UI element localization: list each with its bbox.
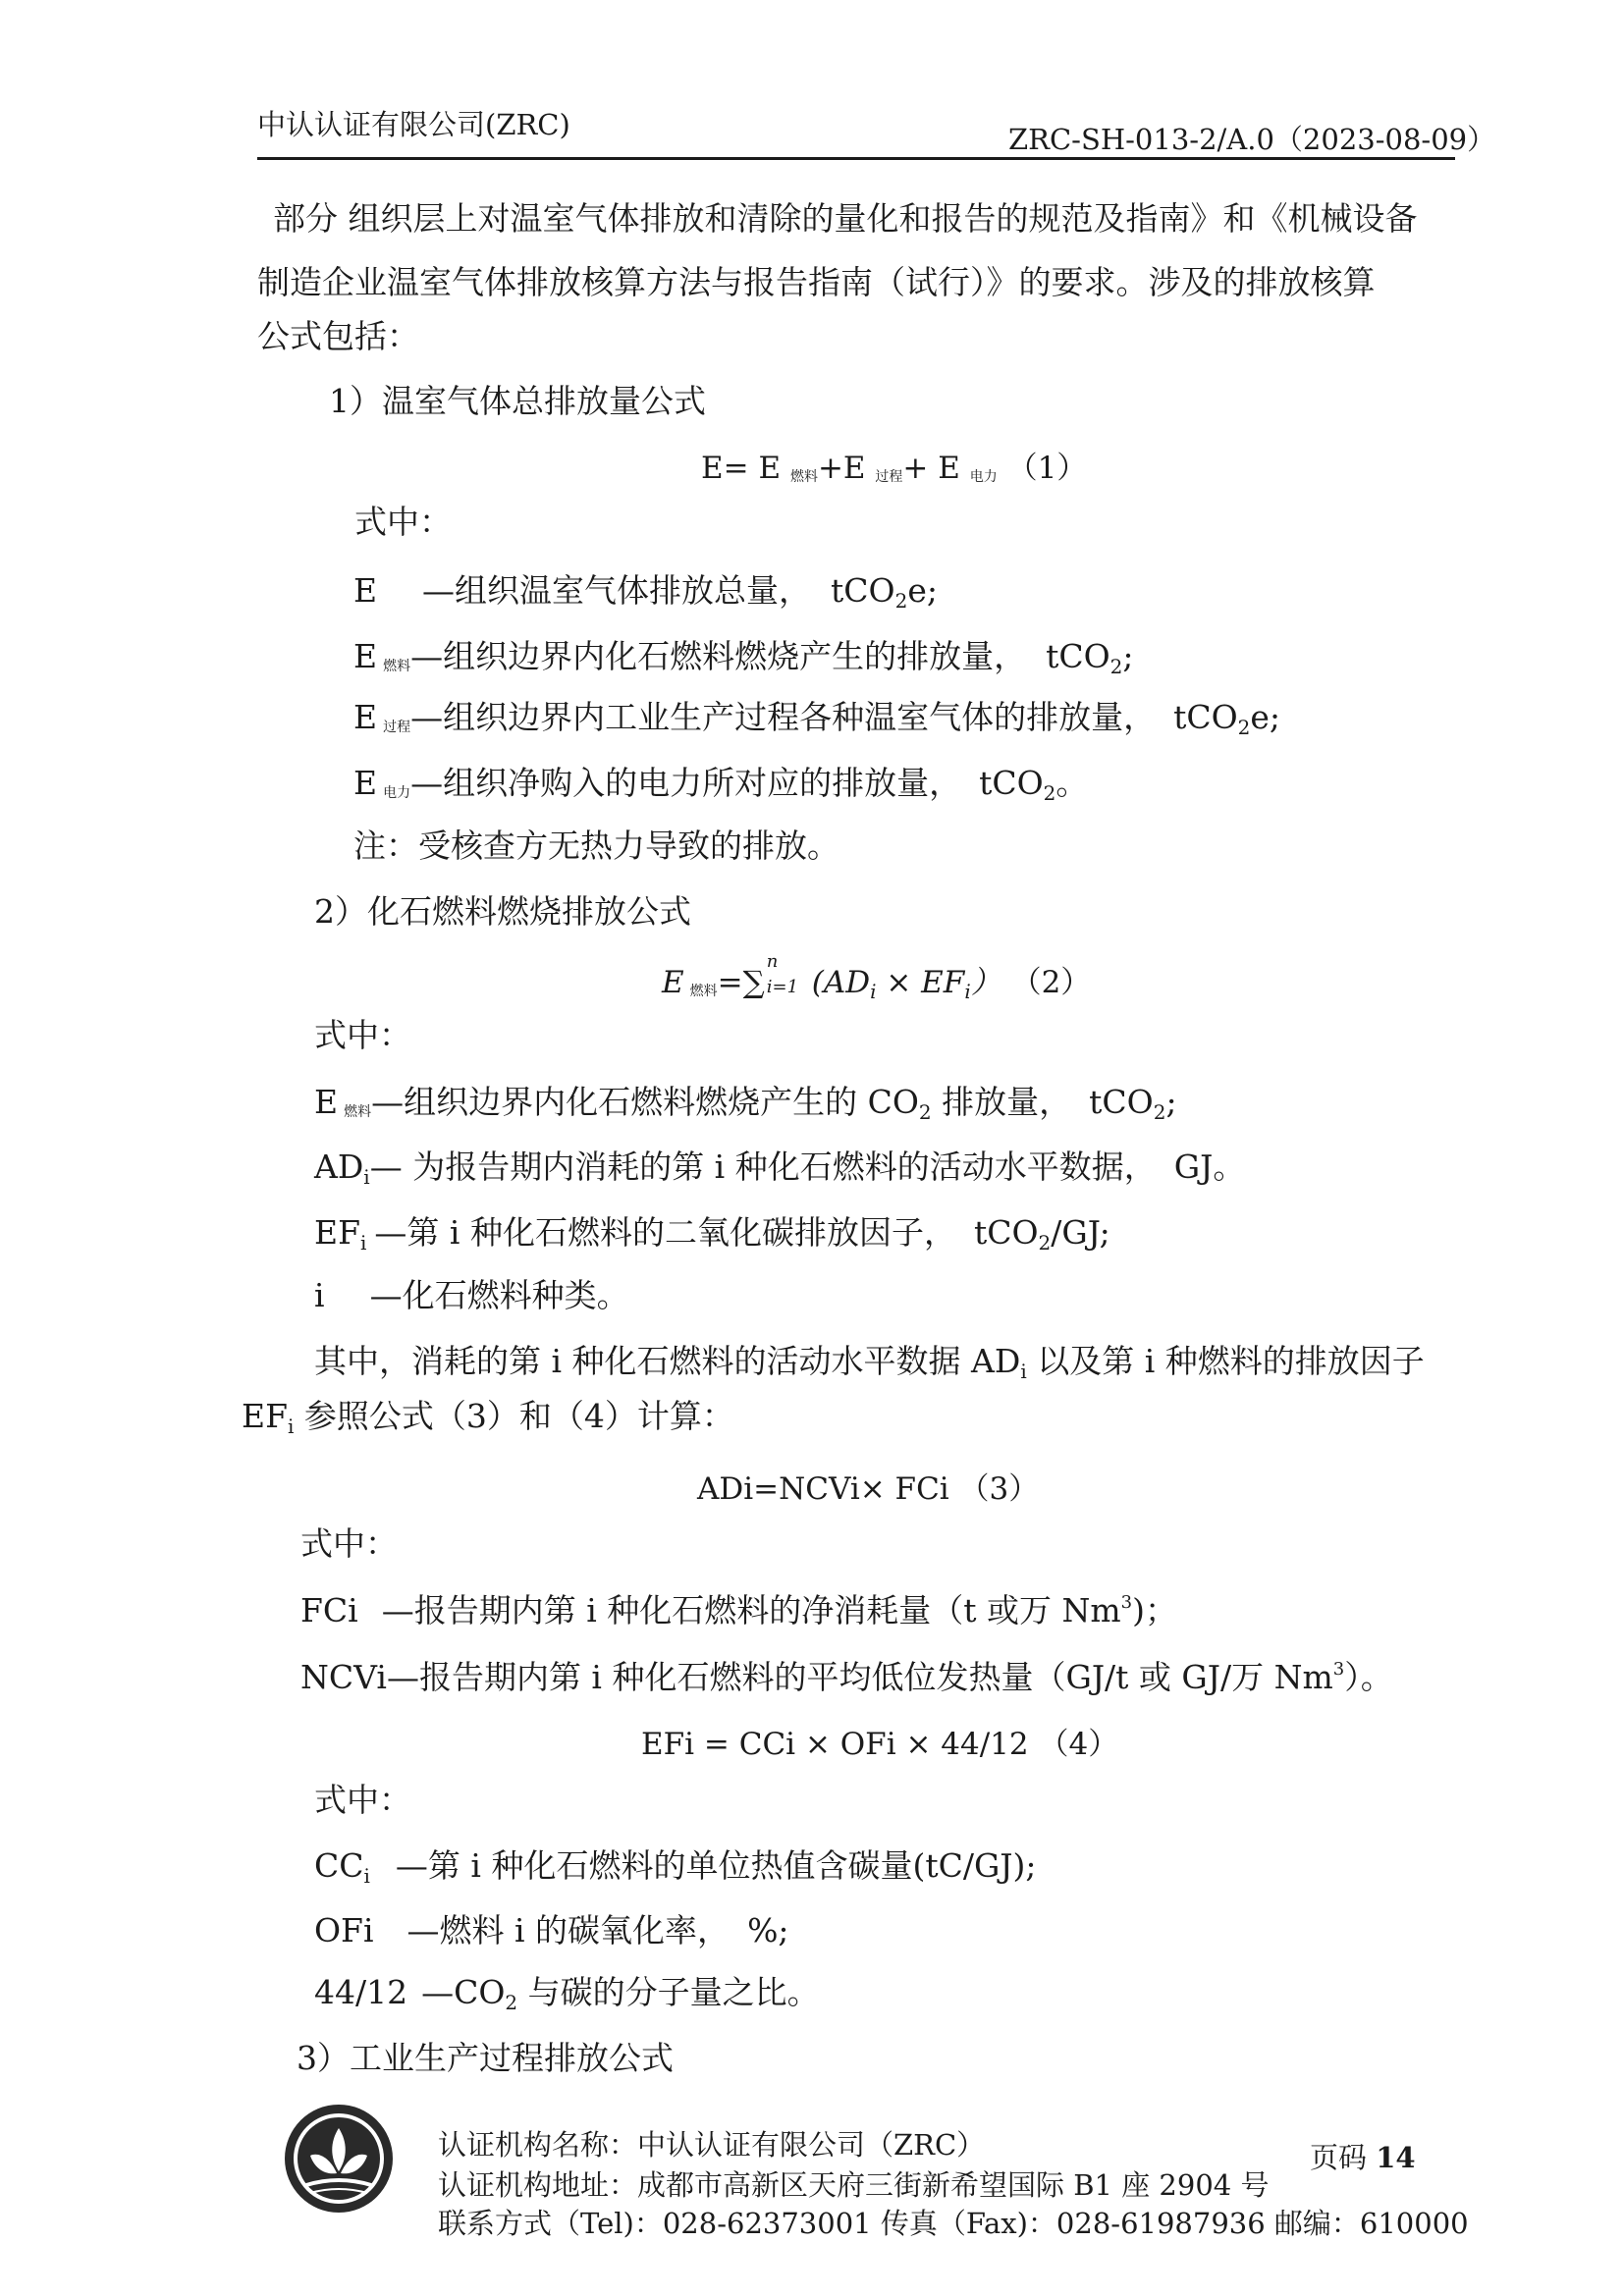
where-label-4: 式中： (314, 1781, 411, 1819)
equation-1: E= E $_{燃料}$+E $_{过程}$+ E $_{电力}$ （1） (701, 451, 1088, 486)
def-ef: EFi —第 i 种化石燃料的二氧化碳排放因子， tCO2/GJ; (314, 1213, 1110, 1255)
header-doc-code: ZRC-SH-013-2/A.0（2023-08-09） (1008, 123, 1496, 156)
section-1-title: 1）温室气体总排放量公式 (329, 382, 706, 420)
section-3-title: 3）工业生产过程排放公式 (297, 2039, 674, 2077)
intro-line-1: 部分 组织层上对温室气体排放和清除的量化和报告的规范及指南》和《机械设备 (273, 199, 1418, 238)
intro-line-2: 制造企业温室气体排放核算方法与报告指南（试行）》的要求。涉及的排放核算 (257, 263, 1376, 301)
where-label-3: 式中： (300, 1524, 398, 1563)
def-of: OFi —燃料 i 的碳氧化率， %; (314, 1911, 789, 1949)
def-e-process: E $_{过程}$—组织边界内工业生产过程各种温室气体的排放量， tCO2e; (353, 698, 1281, 739)
def-i: i —化石燃料种类。 (314, 1276, 629, 1314)
where-label-2: 式中： (314, 1016, 411, 1054)
section-2-title: 2）化石燃料燃烧排放公式 (314, 892, 691, 931)
intro-line-3: 公式包括： (257, 317, 419, 355)
header-company: 中认认证有限公司(ZRC) (257, 108, 570, 141)
equation-3: ADi=NCVi× FCi （3） (697, 1471, 1040, 1507)
def-ad: ADi— 为报告期内消耗的第 i 种化石燃料的活动水平数据， GJ。 (314, 1148, 1246, 1189)
footer-address: 认证机构地址：成都市高新区天府三街新希望国际 B1 座 2904 号 (438, 2168, 1270, 2202)
def-e-fuel: E $_{燃料}$—组织边界内化石燃料燃烧产生的排放量， tCO2; (353, 637, 1134, 678)
footer-contact: 联系方式（Tel)：028-62373001 传真（Fax)：028-61987936 邮编：610000 (438, 2207, 1469, 2240)
where-label-1: 式中： (354, 503, 452, 541)
footer-org-name: 认证机构名称：中认认证有限公司（ZRC） (438, 2128, 986, 2162)
def-ncv: NCVi—报告期内第 i 种化石燃料的平均低位发热量（GJ/t 或 GJ/万 Nm$^3$）。 (300, 1658, 1393, 1696)
paragraph-ad-ef-2: EFi 参照公式（3）和（4）计算： (242, 1397, 734, 1438)
def-e-text: —组织温室气体排放总量， tCO2e; (422, 571, 938, 613)
def-e-electricity: E $_{电力}$—组织净购入的电力所对应的排放量， tCO2。 (353, 764, 1089, 805)
header-rule (257, 157, 1455, 160)
def-ratio: 44/12 —CO2 与碳的分子量之比。 (314, 1973, 820, 2014)
paragraph-ad-ef-1: 其中，消耗的第 i 种化石燃料的活动水平数据 ADi 以及第 i 种燃料的排放因子 (314, 1342, 1425, 1383)
equation-4: EFi = CCi × OFi × 44/12 （4） (641, 1727, 1119, 1762)
def-e-symbol: E (353, 571, 378, 610)
lotus-seal-icon (281, 2101, 397, 2216)
def-e-fuel-2: E $_{燃料}$—组织边界内化石燃料燃烧产生的 CO2 排放量， tCO2; (314, 1083, 1177, 1124)
page-number: 页码 14 (1310, 2141, 1416, 2174)
def-cc: CCi —第 i 种化石燃料的单位热值含碳量(tC/GJ); (314, 1846, 1037, 1888)
note-1: 注：受核查方无热力导致的排放。 (353, 827, 839, 865)
def-fc: FCi —报告期内第 i 种化石燃料的净消耗量（t 或万 Nm$^3$)； (300, 1591, 1177, 1629)
equation-2: E $_{燃料}$=∑ n i=1 (ADi × EFi） （2） (662, 951, 1092, 1003)
